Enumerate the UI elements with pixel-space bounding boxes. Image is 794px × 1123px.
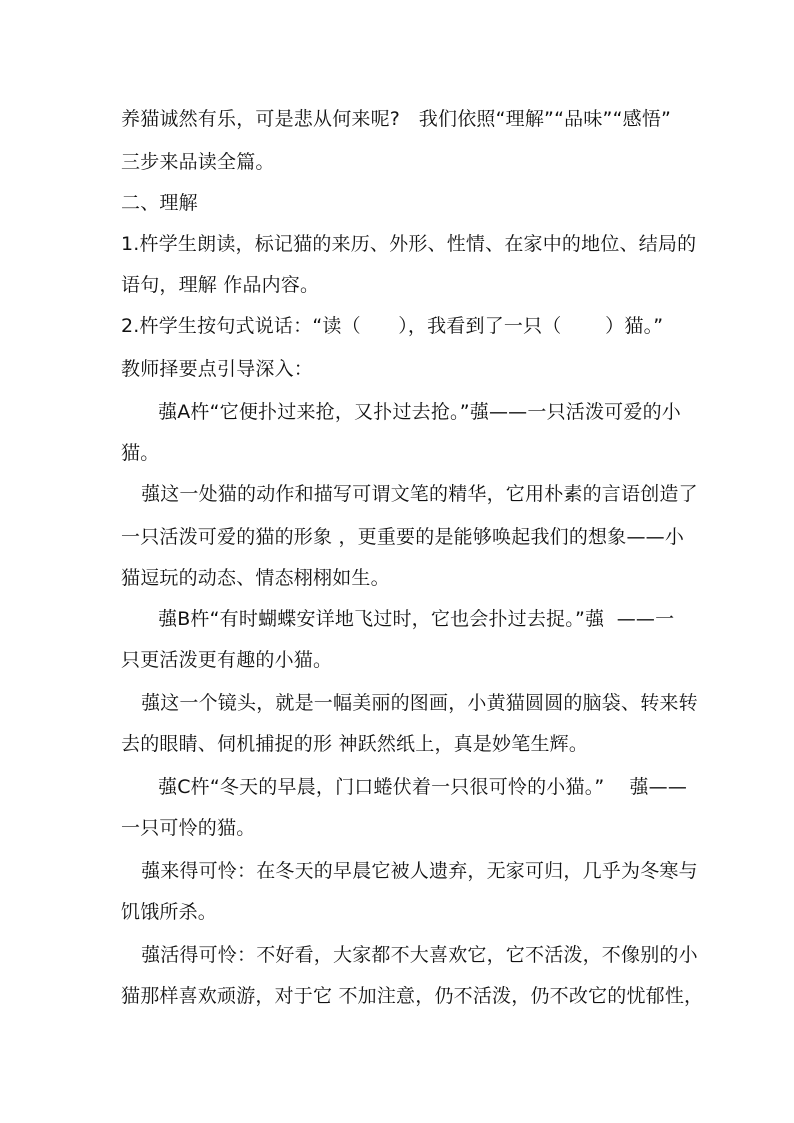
paragraph-line: 2.杵学生按句式说话：“读（ ），我看到了一只（ ）猫。” xyxy=(121,315,664,337)
paragraph-line: 三步来品读全篇。 xyxy=(121,151,275,173)
paragraph-line: 去的眼睛、伺机捕捉的形 神跃然纸上，真是妙笔生辉。 xyxy=(121,733,589,755)
paragraph-line: 蔃B杵“有时蝴蝶安详地飞过时，它也会扑过去捉。”蔃 ——一 xyxy=(158,608,675,630)
paragraph-line: 饥饿所杀。 xyxy=(121,901,218,923)
paragraph-line: 蔃C杵“冬天的早晨，门口蜷伏着一只很可怜的小猫。” 蔃—— xyxy=(158,776,688,798)
paragraph-line: 只更活泼更有趣的小猫。 xyxy=(121,649,333,671)
paragraph-line: 猫那样喜欢顽游，对于它 不加注意，仍不活泼，仍不改它的忧郁性， xyxy=(121,985,704,1007)
paragraph-line: 语句，理解 作品内容。 xyxy=(121,274,320,296)
paragraph-line: 蔃活得可怜：不好看，大家都不大喜欢它，它不活泼，不像别的小 xyxy=(141,944,698,966)
paragraph-line: 一只活泼可爱的猫的形象 ，更重要的是能够唤起我们的想象——小 xyxy=(121,526,685,548)
paragraph-line: 蔃来得可怜：在冬天的早晨它被人遗弃，无家可归，几乎为冬寒与 xyxy=(141,860,698,882)
paragraph-line: 养猫诚然有乐，可是悲从何来呢? 我们依照“理解”“品味”“感悟” xyxy=(121,108,672,130)
paragraph-line: 猫。 xyxy=(121,442,160,464)
paragraph-line: 一只可怜的猫。 xyxy=(121,817,256,839)
paragraph-line: 蔃A杵“它便扑过来抢，又扑过去抢。”蔃——一只活泼可爱的小 xyxy=(158,401,681,423)
paragraph-line: 蔃这一个镜头，就是一幅美丽的图画，小黄猫圆圆的脑袋、转来转 xyxy=(141,692,698,714)
paragraph-line: 猫逗玩的动态、情态栩栩如生。 xyxy=(121,567,390,589)
paragraph-line: 蔃这一处猫的动作和描写可谓文笔的精华，它用朴素的言语创造了 xyxy=(141,483,698,505)
section-heading: 二、理解 xyxy=(121,192,198,214)
paragraph-line: 1.杵学生朗读，标记猫的来历、外形、性情、在家中的地位、结局的 xyxy=(121,233,697,255)
paragraph-line: 教师择要点引导深入： xyxy=(121,358,314,380)
